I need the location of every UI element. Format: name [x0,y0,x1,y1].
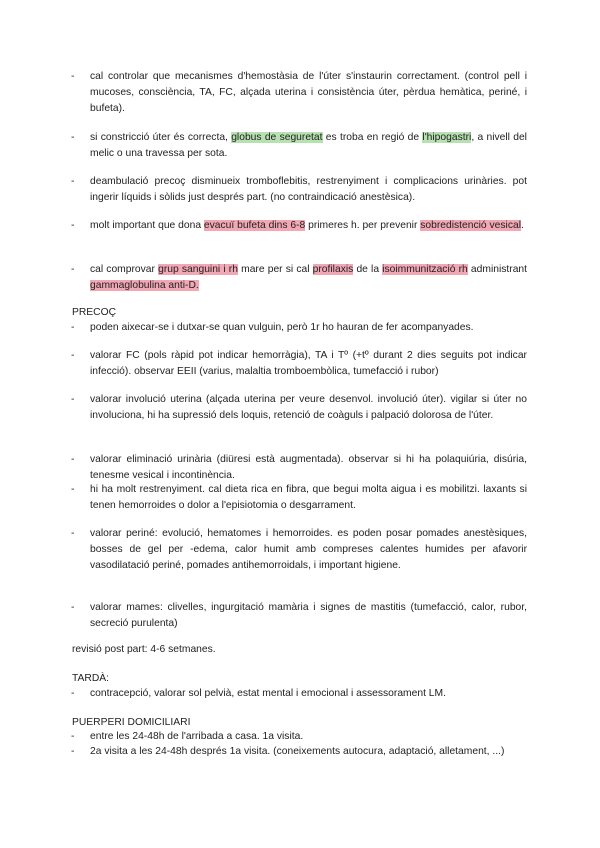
section-heading-precoc: PRECOÇ [72,307,117,318]
text-run: administrant [467,264,528,275]
list-item [90,686,527,702]
list-item [90,392,527,424]
highlight-red: sobredistenció vesical [420,220,521,231]
text-run: cal comprovar [90,264,159,275]
list-item [90,348,527,380]
list-item [90,174,527,206]
list-item [90,130,527,162]
highlight-green: l'hipogastri [422,132,472,143]
text-run: poden aixecar-se i dutxar-se quan vulguin, però 1r ho hauran de fer acompanyades. [90,322,474,333]
text-run: mare per si cal [237,264,313,275]
text-run: molt important que dona [90,220,204,231]
highlight-red: grup sanguini i rh [158,264,238,275]
highlight-red: evacuï bufeta dins 6-8 [203,220,306,231]
list-item [90,744,527,760]
text-run: valorar eliminació urinària (diüresi està augmentada). observar si hi ha polaquiúria, disúria, tenesme vesical i incontinència. [90,454,527,482]
text-run: contracepció, valorar sol pelvià, estat mental i emocional i assessorament LM. [90,688,446,699]
list-item [90,218,527,234]
text-run: entre les 24-48h de l'arribada a casa. 1a visita. [90,731,304,742]
text-run: valorar FC (pols ràpid pot indicar hemorràgia), TA i Tº (+tº durant 2 dies seguits pot indicar infecció). observar EEII (varius, malaltia tromboembòlica, tumefacció i rubor) [90,350,527,378]
text-run: 2a visita a les 24-48h després 1a visita. (coneixements autocura, adaptació, alletament, ...) [90,746,505,757]
text-run: hi ha molt restrenyiment. cal dieta rica en fibra, que begui molta aigua i es mobilitzi. laxants si tenen hemorroides o dolor a l'episiotomia o desgarrament. [90,484,527,512]
text-run: . [521,220,524,231]
list-item [90,452,527,484]
text-run: , a nivell del melic o una travessa per sota. [90,132,527,160]
list-item [90,69,527,118]
text-run: deambulació precoç disminueix tromboflebitis, restrenyiment i complicacions urinàries. pot ingerir líquids i sòlids just després part. (no contraindicació anestèsica). [90,176,527,204]
text-run: de la [353,264,383,275]
highlight-red: profilaxis [312,264,354,275]
section-heading-tarda: TARDÀ: [72,673,109,684]
text-run: valorar mames: clivelles, ingurgitació mamària i signes de mastitis (tumefacció, calor, rubor, secreció purulenta) [90,602,527,630]
list-item [90,320,527,336]
list-item [90,526,527,575]
text-run: valorar involució uterina (alçada uterina per veure desenvol. involució úter). vigilar si úter no involuciona, hi ha supressió dels loquis, retenció de coàguls i palpació dolorosa de l'úter. [90,394,527,422]
list-item [90,262,527,294]
text-run: cal controlar que mecanismes d'hemostàsia de l'úter s'instaurin correctament. (control pell i mucoses, consciència, TA, FC, alçada uterina i consistència úter, pèrdua hemàtica, periné, i bufeta). [90,71,527,115]
revisio-text: revisió post part: 4-6 setmanes. [72,644,216,655]
text-run: es troba en regió de [322,132,423,143]
list-item [90,482,527,514]
text-run: primeres h. per prevenir [305,220,421,231]
list-item [90,729,527,745]
highlight-red: gammaglobulina anti-D. [90,280,199,292]
section-heading-domiciliari: PUERPERI DOMICILIARI [72,717,191,728]
highlight-red: isoimmunització rh [382,264,468,275]
text-run: si constricció úter és correcta, [90,132,232,143]
highlight-green: globus de seguretat [231,132,323,143]
list-item [90,600,527,632]
text-run: valorar periné: evolució, hematomes i hemorroides. es poden posar pomades anestèsiques, bosses de gel per -edema, calor humit amb compreses calentes humides per afavorir vasodilatació periné, pomades antihemorroidals, i important higiene. [90,528,527,572]
